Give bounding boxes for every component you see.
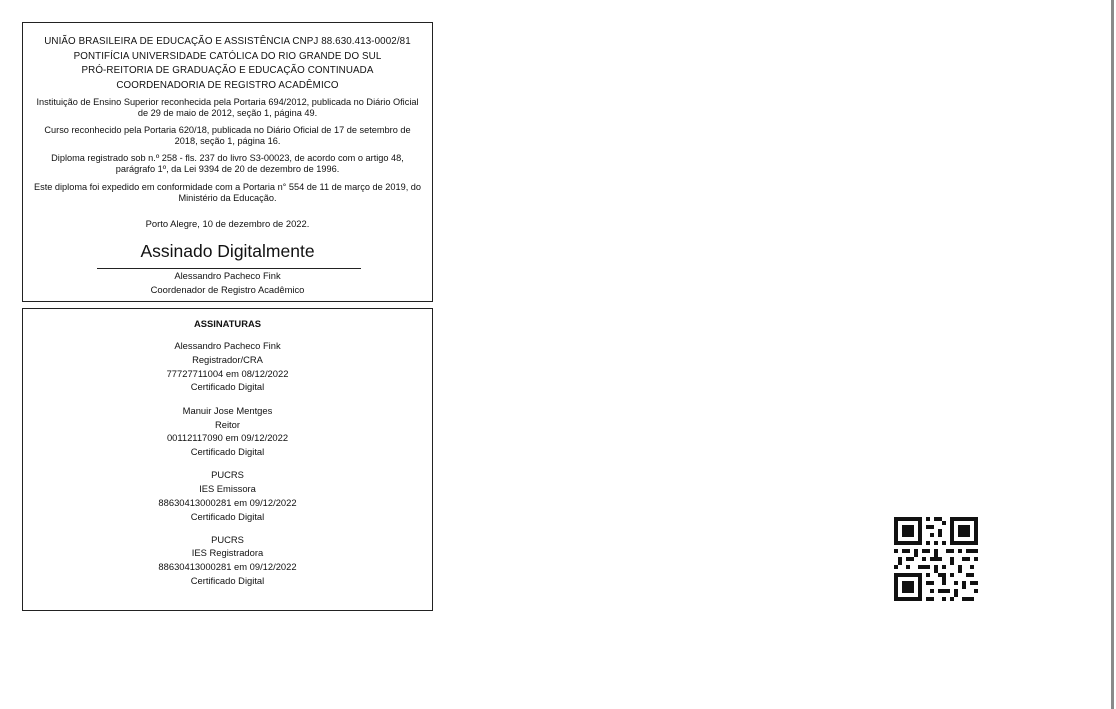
- entry-type: Certificado Digital: [190, 381, 265, 392]
- entry-type: Certificado Digital: [190, 511, 265, 522]
- header-line-1: UNIÃO BRASILEIRA DE EDUCAÇÃO E ASSISTÊNCIA CNPJ 88.630.413-0002/81: [44, 36, 411, 47]
- diploma-paragraph: Diploma registrado sob n.º 258 - fls. 237 do livro S3-00023, de acordo com o artigo 48, parágrafo 1º, da Lei 9394 de 20 de dezembro de 1996.: [51, 153, 404, 174]
- entry-name: PUCRS: [211, 534, 244, 545]
- entry-name: Manuir Jose Mentges: [182, 405, 273, 416]
- place-date: Porto Alegre, 10 de dezembro de 2022.: [145, 218, 310, 229]
- institution-paragraph: Instituição de Ensino Superior reconhecida pela Portaria 694/2012, publicada no Diário Oficial de 29 de maio de 2012, seção 1, página 49.: [36, 97, 419, 118]
- entry-type: Certificado Digital: [190, 575, 265, 586]
- entry-id-date: 88630413000281 em 09/12/2022: [158, 561, 297, 572]
- header-line-3: PRÓ-REITORIA DE GRADUAÇÃO E EDUCAÇÃO CONTINUADA: [81, 65, 374, 76]
- page-edge: [1111, 0, 1114, 709]
- entry-id-date: 77727711004 em 08/12/2022: [166, 368, 289, 379]
- qr-code-icon: [894, 517, 978, 601]
- entry-type: Certificado Digital: [190, 446, 265, 457]
- entry-role: IES Registradora: [191, 547, 264, 558]
- entry-id-date: 00112117090 em 09/12/2022: [166, 432, 289, 443]
- entry-role: IES Emissora: [199, 483, 256, 494]
- signatures-box: [22, 308, 433, 611]
- signatures-heading: ASSINATURAS: [193, 318, 261, 329]
- signer-role: Coordenador de Registro Acadêmico: [150, 284, 305, 295]
- course-paragraph: Curso reconhecido pela Portaria 620/18, publicada no Diário Oficial de 17 de setembro de 2018, seção 1, página 16.: [44, 125, 411, 146]
- issued-paragraph: Este diploma foi expedido em conformidade com a Portaria n° 554 de 11 de março de 2019, do Ministério da Educação.: [33, 182, 422, 203]
- signature-title: Assinado Digitalmente: [140, 241, 315, 261]
- entry-name: Alessandro Pacheco Fink: [174, 340, 281, 351]
- entry-role: Registrador/CRA: [192, 354, 263, 365]
- header-line-4: COORDENADORIA DE REGISTRO ACADÊMICO: [116, 80, 339, 91]
- header-line-2: PONTIFÍCIA UNIVERSIDADE CATÓLICA DO RIO GRANDE DO SUL: [73, 51, 382, 62]
- entry-id-date: 88630413000281 em 09/12/2022: [158, 497, 297, 508]
- signature-line: [97, 268, 361, 269]
- entry-role: Reitor: [214, 419, 240, 430]
- registration-box: [22, 22, 433, 302]
- signer-name: Alessandro Pacheco Fink: [174, 270, 281, 281]
- entry-name: PUCRS: [211, 469, 244, 480]
